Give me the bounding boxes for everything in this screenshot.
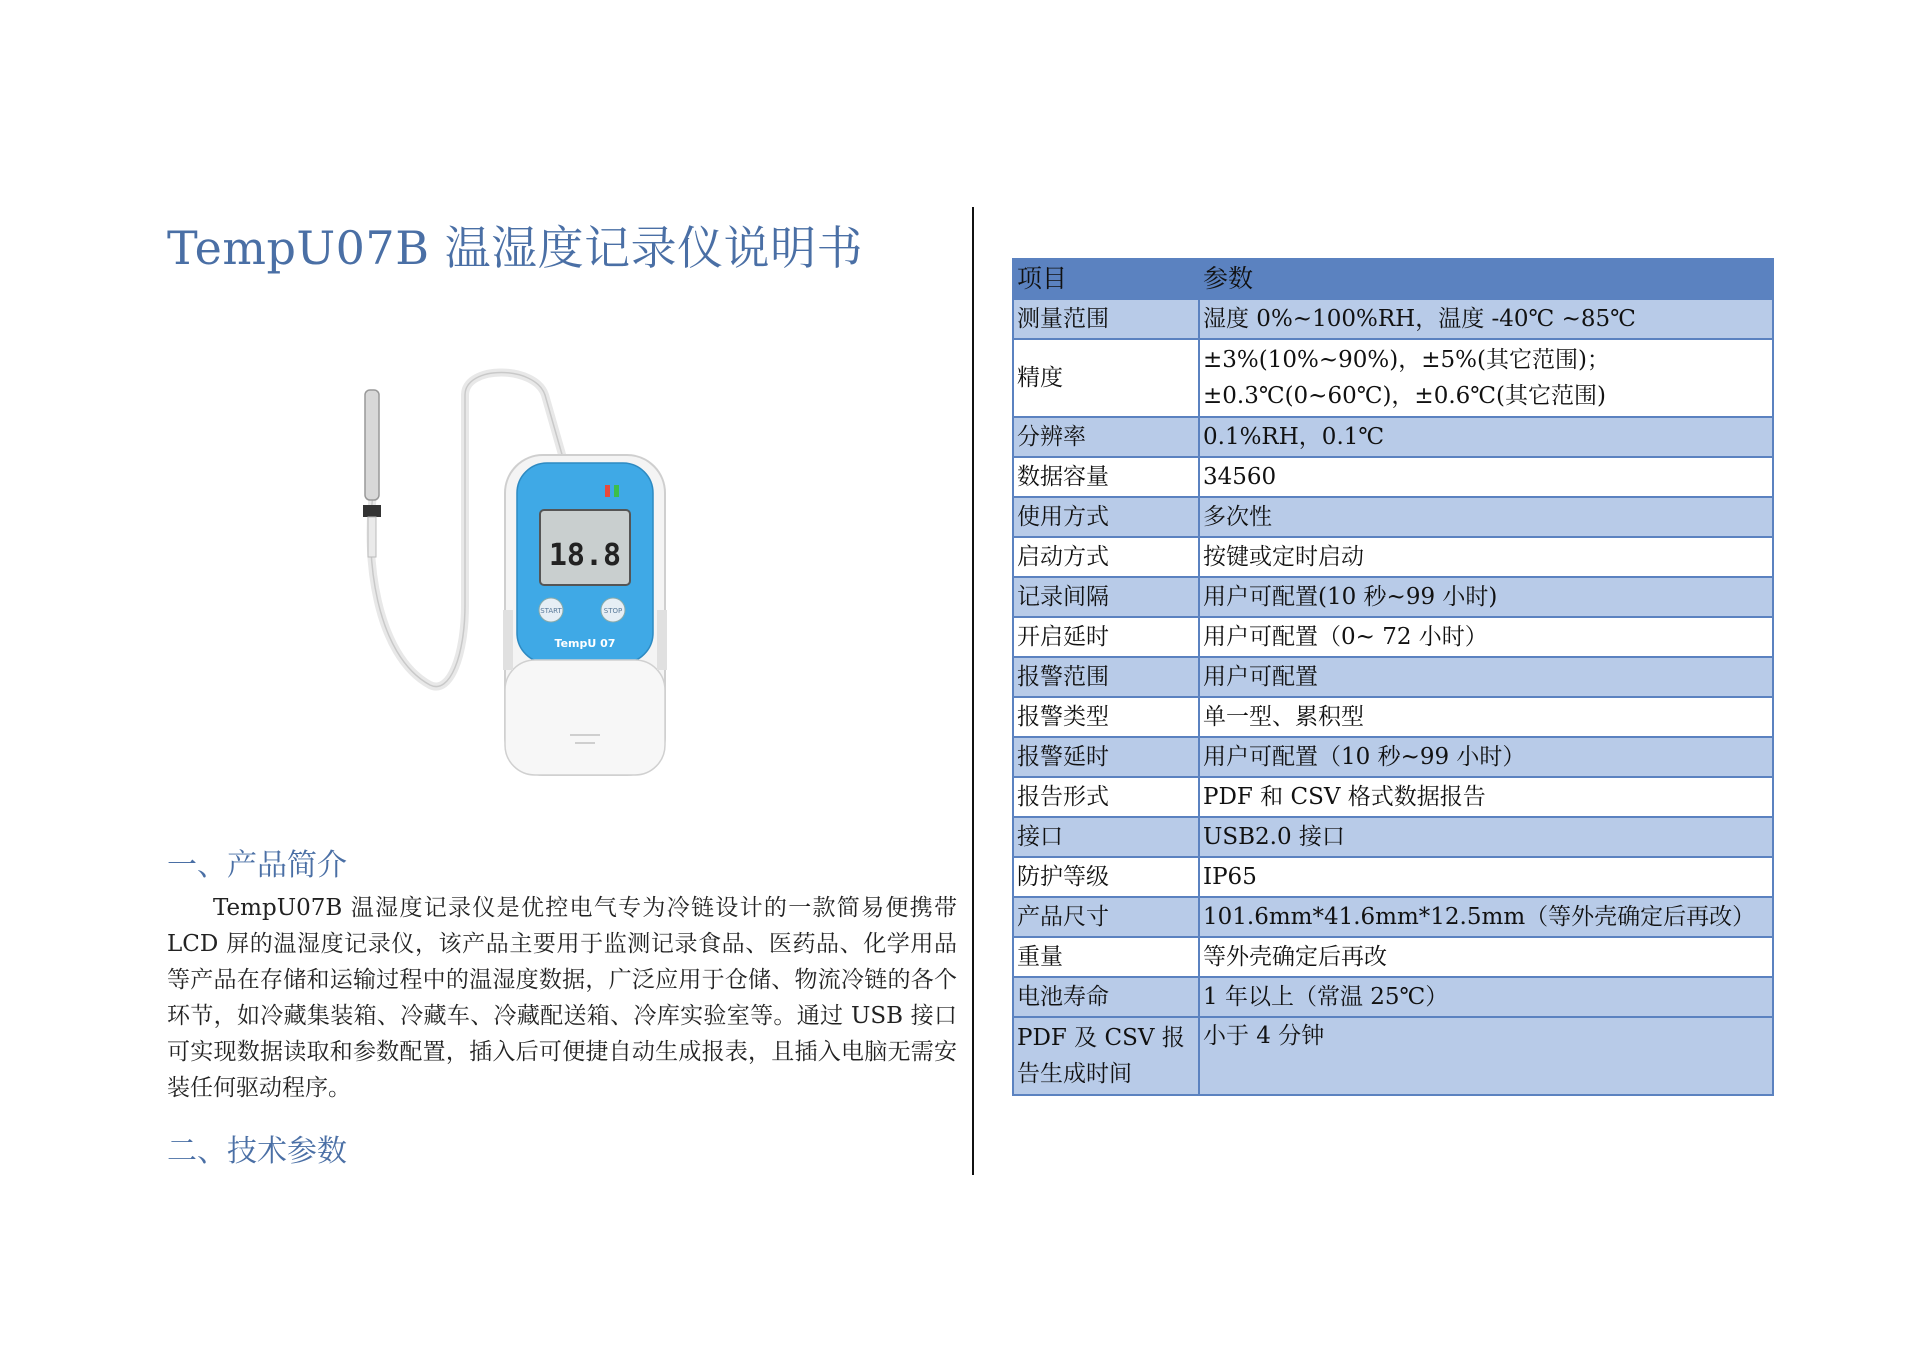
table-row (1013, 817, 1773, 857)
table-row (1013, 417, 1773, 457)
lcd-reading: 18.8 (548, 538, 622, 573)
table-row (1013, 577, 1773, 617)
row-param: 用户可配置（10 秒~99 小时） (1199, 737, 1773, 777)
row-item: 产品尺寸 (1013, 897, 1199, 937)
table-row (1013, 457, 1773, 497)
row-param: PDF 和 CSV 格式数据报告 (1199, 777, 1773, 817)
row-item: 开启延时 (1013, 617, 1199, 657)
header-param: 参数 (1199, 259, 1773, 299)
row-param: 单一型、累积型 (1199, 697, 1773, 737)
brand-label: TempU 07 (554, 637, 616, 650)
row-param: 等外壳确定后再改 (1199, 937, 1773, 977)
row-item: PDF 及 CSV 报告生成时间 (1013, 1017, 1199, 1095)
table-row (1013, 617, 1773, 657)
row-item: 记录间隔 (1013, 577, 1199, 617)
row-item: 精度 (1013, 339, 1199, 417)
row-param: 用户可配置(10 秒~99 小时) (1199, 577, 1773, 617)
table-row (1013, 657, 1773, 697)
start-label: START (540, 607, 562, 615)
row-item: 重量 (1013, 937, 1199, 977)
row-item: 启动方式 (1013, 537, 1199, 577)
table-row (1013, 857, 1773, 897)
row-param: 101.6mm*41.6mm*12.5mm（等外壳确定后再改） (1199, 897, 1773, 937)
row-param: 用户可配置 (1199, 657, 1773, 697)
row-item: 报告形式 (1013, 777, 1199, 817)
row-param: IP65 (1199, 857, 1773, 897)
row-item: 报警延时 (1013, 737, 1199, 777)
intro-text: TempU07B 温湿度记录仪是优控电气专为冷链设计的一款简易便携带 LCD 屏的温湿度记录仪，该产品主要用于监测记录食品、医药品、化学用品等产品在存储和运输过程中的温湿度数据，广泛应用于仓储、物流冷链的各个环节，如冷藏集装箱、冷藏车、冷藏配送箱、冷库实验室等。通过 USB 接口可实现数据读取和参数配置，插入后可便捷自动生成报表，且插入电脑无需安装任何驱动程序。 (167, 895, 957, 1101)
table-row (1013, 299, 1773, 339)
table-row (1013, 1017, 1773, 1095)
table-row (1013, 897, 1773, 937)
table-row (1013, 697, 1773, 737)
row-param: 34560 (1199, 457, 1773, 497)
row-item: 电池寿命 (1013, 977, 1199, 1017)
spec-table (1012, 258, 1774, 1096)
table-row (1013, 497, 1773, 537)
row-item: 报警范围 (1013, 657, 1199, 697)
document-title: TempU07B 温湿度记录仪说明书 (167, 221, 864, 275)
table-row (1013, 537, 1773, 577)
row-param: 1 年以上（常温 25℃） (1199, 977, 1773, 1017)
row-item: 防护等级 (1013, 857, 1199, 897)
table-row (1013, 777, 1773, 817)
header-item: 项目 (1013, 259, 1199, 299)
row-param: USB2.0 接口 (1199, 817, 1773, 857)
column-divider (972, 207, 974, 1175)
table-row (1013, 937, 1773, 977)
table-row (1013, 737, 1773, 777)
row-param: 小于 4 分钟 (1199, 1017, 1773, 1095)
temperature-logger-illustration (355, 355, 675, 785)
row-param: 按键或定时启动 (1199, 537, 1773, 577)
intro-paragraph (167, 890, 957, 1106)
row-item: 测量范围 (1013, 299, 1199, 339)
intro-heading: 一、产品简介 (167, 848, 347, 883)
row-item: 使用方式 (1013, 497, 1199, 537)
row-param: ±3%(10%~90%)，±5%(其它范围)；±0.3℃(0~60℃)，±0.6℃(其它范围) (1199, 339, 1773, 417)
row-param: 湿度 0%~100%RH，温度 -40℃ ~85℃ (1199, 299, 1773, 339)
row-item: 接口 (1013, 817, 1199, 857)
spec-table-header (1013, 259, 1773, 299)
table-row (1013, 977, 1773, 1017)
row-item: 分辨率 (1013, 417, 1199, 457)
row-param: 用户可配置（0~ 72 小时） (1199, 617, 1773, 657)
row-item: 数据容量 (1013, 457, 1199, 497)
product-image (355, 355, 675, 785)
table-row (1013, 339, 1773, 417)
row-param: 多次性 (1199, 497, 1773, 537)
stop-label: STOP (603, 607, 623, 615)
row-param: 0.1%RH，0.1℃ (1199, 417, 1773, 457)
row-item: 报警类型 (1013, 697, 1199, 737)
spec-heading: 二、技术参数 (167, 1134, 347, 1169)
